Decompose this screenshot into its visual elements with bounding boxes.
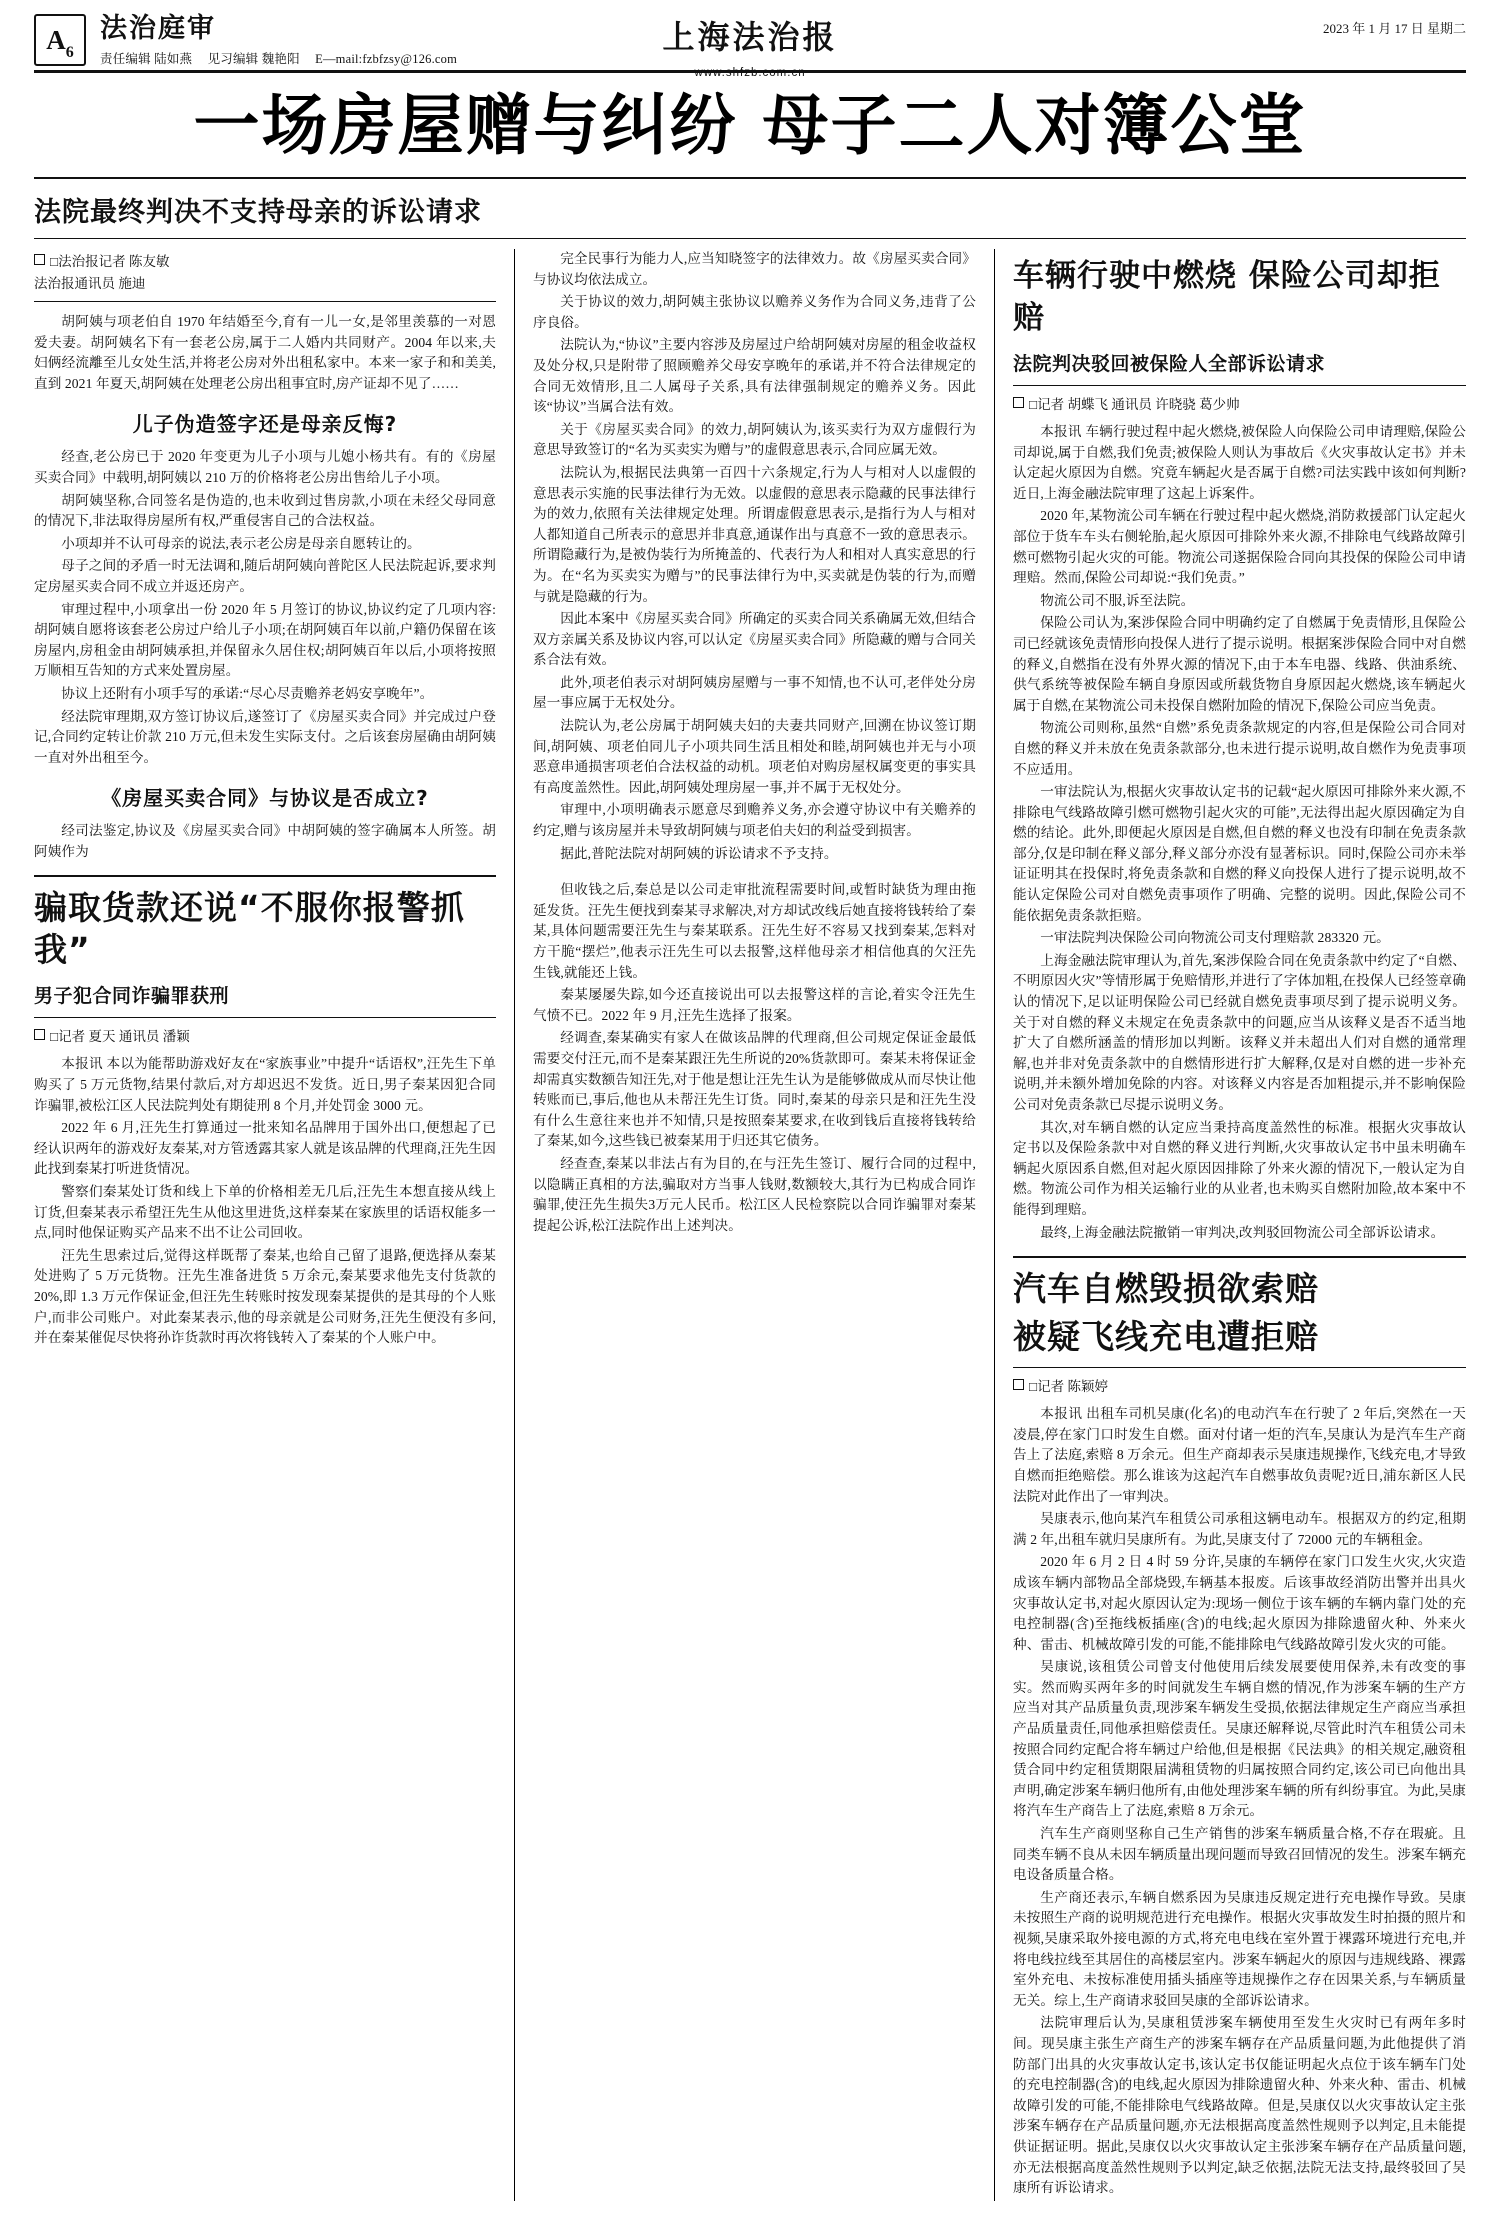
paragraph: 法院认为,根据民法典第一百四十六条规定,行为人与相对人以虚假的意思表示实施的民事法律行为无效。以虚假的意思表示隐藏的民事法律行为的效力,依照有关法律规定处理。所谓虚假意思表示,是指行为人与相对人都知道自己所表示的意思并非真意,通谋作出与真意不一致的意思表示。所谓隐藏行为,是被伪装行为所掩盖的、代表行为人和相对人真实意思的行为。在“名为买卖实为赠与”的民事法律行为中,买卖就是伪装的行为,而赠与就是隐藏的行为。 — [533, 464, 976, 604]
paragraph: 法院认为,老公房属于胡阿姨夫妇的夫妻共同财产,回溯在协议签订期间,胡阿姨、项老伯同儿子小项共同生活且相处和睦,胡阿姨也并无与小项恶意串通损害项老伯合法权益的动机。项老伯对购房屋权属变更的事实具有高度盖然性。因此,胡阿姨处理房屋一事,并不属于无权处分。 — [533, 718, 976, 795]
subhead-rule — [34, 238, 1466, 239]
article-2-title: 骗取货款还说“不服你报警抓我” — [34, 888, 465, 970]
byline-box-icon — [1013, 1379, 1024, 1390]
article-3-byline — [1013, 394, 1466, 416]
paragraph: 经查查,秦某以非法占有为目的,在与汪先生签订、履行合同的过程中,以隐瞒正真相的方法,骗取对方当事人钱财,数额较大,其行为已构成合同诈骗罪,使汪先生损失3万元人民币。松江区人民检察院以合同诈骗罪对秦某提起公诉,松江法院作出上述判决。 — [533, 1155, 976, 1233]
masthead — [34, 13, 1466, 79]
page-badge-number: 6 — [65, 44, 74, 61]
paragraph: 母子之间的矛盾一时无法调和,随后胡阿姨向普陀区人民法院起诉,要求判定房屋买卖合同不成立并返还房产。 — [34, 558, 496, 594]
paragraph: 保险公司认为,案涉保险合同中明确约定了自燃属于免责情形,且保险公司已经就该免责情形向投保人进行了提示说明。根据案涉保险合同中对自燃的释义,自燃指在没有外界火源的情况下,由于本车电器、线路、供油系统、供气系统等被保险车辆自身原因或所载货物自身原因起火燃烧,该车辆起火属于自燃,在某物流公司未投保自燃附加险的情况下,保险公司应当免责。 — [1013, 615, 1466, 713]
paragraph: 但收钱之后,秦总是以公司走审批流程需要时间,或暂时缺货为理由拖延发货。汪先生便找到秦某寻求解决,对方却试改线后她直接将钱转给了秦某,具体问题需要汪先生与秦某联系。汪先生好不容易又找到秦某,怎料对方干脆“摆烂”,他表示汪先生可以去报警,这样他母亲才相信他真的欠汪先生钱,就能还上钱。 — [533, 882, 976, 980]
paper-nameplate — [662, 12, 837, 79]
byline-correspondent: 法治报通讯员 施迪 — [34, 276, 146, 291]
paragraph: 吴康表示,他向某汽车租赁公司承租这辆电动车。根据双方的约定,租期满 2 年,出租车就归吴康所有。为此,吴康支付了 72000 元的车辆租金。 — [1013, 1511, 1466, 1547]
article-3-subtitle: 法院判决驳回被保险人全部诉讼请求 — [1013, 353, 1326, 375]
article-divider — [1013, 1256, 1466, 1258]
section-credits — [100, 49, 469, 67]
lead-headline-block — [34, 73, 1466, 239]
page-badge — [34, 14, 86, 66]
paper-name: 上海法治报 — [662, 18, 838, 56]
paragraph: 物流公司不服,诉至法院。 — [1040, 592, 1195, 608]
paragraph: 小项却并不认可母亲的说法,表示老公房是母亲自愿转让的。 — [61, 535, 421, 551]
paragraph: 完全民事行为能力人,应当知晓签字的法律效力。故《房屋买卖合同》与协议均依法成立。 — [533, 251, 976, 287]
paragraph: 协议上还附有小项手写的承诺:“尽心尽责赡养老妈安享晚年”。 — [61, 685, 434, 701]
column-3 — [994, 249, 1466, 2201]
paragraph: 据此,普陀法院对胡阿姨的诉讼请求不予支持。 — [560, 845, 838, 861]
lead-byline — [34, 251, 496, 295]
article-4-byline-text: □记者 陈颖婷 — [1029, 1379, 1109, 1395]
page-badge-letter: A — [46, 24, 66, 55]
credit-email: E—mail:fzbfzsy@126.com — [315, 52, 458, 66]
byline-rule — [34, 301, 496, 302]
article-2-subtitle: 男子犯合同诈骗罪获刑 — [34, 985, 230, 1008]
paragraph: 本报讯 本以为能帮助游戏好友在“家族事业”中提升“话语权”,汪先生下单购买了 5 万元货物,结果付款后,对方却迟迟不发货。近日,男子秦某因犯合同诈骗罪,被松江区人民法院判处有期徒刑 8 个月,并处罚金 3000 元。 — [34, 1056, 496, 1113]
article-3-byline-text: □记者 胡蝶飞 通讯员 许晓骁 葛少帅 — [1029, 397, 1240, 412]
paragraph: 本报讯 出租车司机吴康(化名)的电动汽车在行驶了 2 年后,突然在一天凌晨,停在家门口时发生自燃。面对付诸一炬的汽车,吴康认为是汽车生产商告上了法庭,索赔 8 万余元。但生产商却表示吴康违规操作,飞线充电,才导致自燃而拒绝赔偿。那么谁该为这起汽车自燃事故负责呢?近日,浦东新区人民法院对此作出了一审判决。 — [1013, 1406, 1466, 1504]
paragraph: 法院认为,“协议”主要内容涉及房屋过户给胡阿姨对房屋的租金收益权及处分权,只是附带了照顾赡养父母安享晚年的承诺,并不符合法律规定的合同无效情形,且二人属母子关系,具有法律强制规定的赡养义务。因此该“协议”当属合法有效。 — [533, 337, 976, 415]
paragraph: 汪先生思索过后,觉得这样既帮了秦某,也给自己留了退路,便选择从秦某处进购了 5 万元货物。汪先生准备进货 5 万余元,秦某要求他先支付货款的 20%,即 1.3 万元作保证金,但汪先生转账时按发现秦某提供的是其母的个人账户,而非公司账户。对此秦某表示,他的母亲就是公司财务,汪先生便没有多问,并在秦某催促尽快将孙诈货款时再次将钱转入了秦某的个人账户中。 — [34, 1247, 496, 1346]
paragraph: 法院审理后认为,吴康租赁涉案车辆使用至发生火灾时已有两年多时间。现吴康主张生产商生产的涉案车辆存在产品质量问题,为此他提供了消防部门出具的火灾事故认定书,该认定书仅能证明起火点位于该车辆车门处的充电控制器(含)的电线,起火原因为排除遗留火种、外来火种、雷击、机械故障引发的可能,不能排除电气线路故障。但是,吴康仅以火灾事故认定主张涉案车辆存在产品质量问题,亦无法根据高度盖然性规则予以判定,且未能提供证据证明。据此,吴康仅以火灾事故认定主张涉案车辆存在产品质量问题,亦无法根据高度盖然性规则予以判定,缺乏依据,法院无法支持,最终驳回了吴康所有诉讼请求。 — [1013, 2015, 1466, 2196]
article-2-byline-text: □记者 夏天 通讯员 潘颖 — [50, 1029, 190, 1045]
paragraph: 关于协议的效力,胡阿姨主张协议以赡养义务作为合同义务,违背了公序良俗。 — [533, 294, 976, 330]
article-2-rule — [34, 1017, 496, 1018]
column-2 — [514, 249, 994, 2201]
byline-box-icon — [34, 1029, 45, 1040]
paragraph: 关于《房屋买卖合同》的效力,胡阿姨认为,该买卖行为双方虚假行为意思导致签订的“名为买卖实为赠与”的虚假意思表示,合同应属无效。 — [533, 421, 976, 458]
article-3-rule — [1013, 385, 1466, 386]
paragraph: 本报讯 车辆行驶过程中起火燃烧,被保险人向保险公司申请理赔,保险公司却说,属于自燃,我们免责;被保险人则认为事故后《火灾事故认定书》并未认定起火原因为自燃。究竟车辆起火是否属于自燃?司法实践中该如何判断?近日,上海金融法院审理了这起上诉案件。 — [1013, 424, 1466, 501]
byline-reporter: □法治报记者 陈友敏 — [50, 254, 170, 269]
publication-date: 2023 年 1 月 17 日 星期二 — [1322, 21, 1466, 36]
article-2-byline — [34, 1026, 496, 1048]
section-block — [100, 14, 469, 67]
lead-paragraph: 胡阿姨与项老伯自 1970 年结婚至今,育有一儿一女,是邻里羡慕的一对恩爱夫妻。胡阿姨名下有一套老公房,属于二人婚内共同财产。2004 年以来,夫妇俩经流離至儿女处生活,并将老公房对外出租私家中。本来一家子和和美美,直到 2021 年夏天,胡阿姨在处理老公房出租事宜时,房产证却不见了…… — [34, 314, 496, 391]
column-1 — [34, 249, 514, 2201]
article-4-rule — [1013, 1367, 1466, 1368]
paragraph: 一审法院判决保险公司向物流公司支付理赔款 283320 元。 — [1040, 930, 1390, 946]
paragraph: 经法院审理期,双方签订协议后,遂签订了《房屋买卖合同》并完成过户登记,合同约定转让价款 210 万元,但未发生实际支付。之后该套房屋确由胡阿姨一直对外出租至今。 — [34, 708, 496, 765]
paragraph: 经司法鉴定,协议及《房屋买卖合同》中胡阿姨的签字确属本人所签。胡阿姨作为 — [34, 823, 496, 859]
paragraph: 经查,老公房已于 2020 年变更为儿子小项与儿媳小杨共有。有的《房屋买卖合同》中载明,胡阿姨以 210 万的价格将老公房出售给儿子小项。 — [34, 449, 496, 485]
paragraph: 审理中,小项明确表示愿意尽到赡养义务,亦会遵守协议中有关赡养的约定,赠与该房屋并未导致胡阿姨与项老伯夫妇的利益受到损害。 — [533, 802, 976, 839]
article-columns — [34, 249, 1466, 2201]
byline-box-icon — [34, 254, 45, 265]
paragraph: 此外,项老伯表示对胡阿姨房屋赠与一事不知情,也不认可,老伴处分房屋一事应属于无权处分。 — [533, 674, 976, 711]
article-4-byline — [1013, 1376, 1466, 1398]
headline-rule — [34, 177, 1466, 179]
article-3-title: 车辆行驶中燃烧 保险公司却拒赔 — [1013, 258, 1441, 336]
paragraph: 秦某屡屡失踪,如今还直接说出可以去报警这样的言论,着实令汪先生气愤不已。2022 年 9 月,汪先生选择了报案。 — [533, 987, 976, 1023]
paragraph: 2022 年 6 月,汪先生打算通过一批来知名品牌用于国外出口,便想起了已经认识两年的游戏好友秦某,对方管透露其家人就是该品牌的代理商,汪先生因此找到秦某打听进货情况。 — [34, 1120, 496, 1177]
paragraph: 生产商还表示,车辆自燃系因为吴康违反规定进行充电操作导致。吴康未按照生产商的说明规范进行充电操作。根据火灾事故发生时拍摄的照片和视频,吴康采取外接电源的方式,将充电电线在室外置于裸露环境进行充电,并将电线拉线至其居住的高楼层室内。涉案车辆起火的原因与违规线路、裸露室外充电、未按标准使用插头插座等违规操作之存在因果关系,与车辆质量无关。综上,生产商请求驳回吴康的全部诉讼请求。 — [1013, 1889, 1466, 2008]
article-4-title-line1: 汽车自燃毁损欲索赔 — [1013, 1269, 1319, 1309]
paragraph: 其次,对车辆自燃的认定应当秉持高度盖然性的标准。根据火灾事故认定书以及保险条款中对自燃的释义进行判断,火灾事故认定书中虽未明确车辆起火原因系自燃,但对起火原因因排除了外来火源的情况下,一般认定为自燃。物流公司作为相关运输行业的从业者,也未购买自燃附加险,故本案中不能得到理赔。 — [1013, 1119, 1466, 1217]
paragraph: 最终,上海金融法院撤销一审判决,改判驳回物流公司全部诉讼请求。 — [1040, 1224, 1445, 1240]
paragraph: 因此本案中《房屋买卖合同》所确定的买卖合同关系确属无效,但结合双方亲属关系及协议内容,可以认定《房屋买卖合同》所隐藏的赠与合同关系合法有效。 — [533, 611, 976, 668]
credit-trainee-editor: 见习编辑 魏艳阳 — [207, 52, 300, 66]
paragraph: 吴康说,该租赁公司曾支付他使用后续发展要使用保养,未有改变的事实。然而购买两年多的时间就发生车辆自燃的情况,作为涉案车辆的生产方应当对其产品质量负责,现涉案车辆发生受损,依据法律规定生产商应当承担产品质量责任,同他承担赔偿责任。吴康还解释说,尽管此时汽车租赁公司未按照合同约定配合将车辆过户给他,但是根据《民法典》的相关规定,融资租赁合同中约定租赁期限届满租赁物的归属按照合同约定,该公司已向他出具声明,确定涉案车辆归他所有,由他处理涉案车辆的所有纠纷事宜。为此,吴康将汽车生产商告上了法庭,索赔 8 万余元。 — [1013, 1659, 1466, 1819]
paragraph: 物流公司则称,虽然“自燃”系免责条款规定的内容,但是保险公司合同对自燃的释义并未放在免责条款部分,也未进行提示说明,故自燃作为免责事项不应适用。 — [1013, 720, 1466, 777]
paragraph: 胡阿姨坚称,合同签名是伪造的,也未收到过售房款,小项在未经父母同意的情况下,非法取得房屋所有权,严重侵害自己的合法权益。 — [34, 492, 496, 529]
paragraph: 经调查,秦某确实有家人在做该品牌的代理商,但公司规定保证金最低需要交付汪元,而不是秦某跟汪先生所说的20%货款即可。秦某未将保证金却需真实数额告知汪先,对于他是想让汪先生认为是能够做成从而尽快让他转账而已,事后,他也从未帮汪先生订货。同时,秦某的母亲只是和汪先生没有什么生意往来也并不知情,只是按照秦某要求,在收到钱后直接将钱转给了秦某,如今,这些钱已被秦某用于归还其它债务。 — [533, 1030, 976, 1149]
page-title: 一场房屋赠与纠纷 母子二人对簿公堂 — [193, 87, 1307, 164]
paragraph: 2020 年 6 月 2 日 4 时 59 分许,吴康的车辆停在家门口发生火灾,火灾造成该车辆内部物品全部烧毁,车辆基本报废。后该事故经消防出警并出具火灾事故认定书,对起火原因认定为:现场一侧位于该车辆的车辆内靠门处的充电控制器(含)至拖线板插座(含)的电线;起火原因为排除遗留火种、外来火种、雷击、机械故障引发的可能,不能排除电气线路故障引发火灾的可能。 — [1013, 1554, 1466, 1652]
article-4-title-line2: 被疑飞线充电遭拒赔 — [1013, 1317, 1319, 1357]
lead-subhead: 法院最终判决不支持母亲的诉讼请求 — [34, 197, 482, 228]
paragraph: 警察们秦某处订货和线上下单的价格相差无几后,汪先生本想直接从线上订货,但秦某表示希望汪先生从他这里进货,这样秦某在家族里的话语权能多一点,同时他保证购买产品来不出不让公司回收。 — [34, 1184, 496, 1241]
paper-url[interactable]: www.shfzb.com.cn — [694, 67, 806, 79]
spacer — [533, 866, 976, 880]
paragraph: 审理过程中,小项拿出一份 2020 年 5 月签订的协议,协议约定了几项内容:胡阿姨自愿将该套老公房过户给儿子小项;在胡阿姨百年以前,户籍仍保留在该房屋内,房租金由胡阿姨承担,并保留永久居住权;胡阿姨百年以后,小项将按照万顺相互告知的方式来处置房屋。 — [34, 601, 496, 679]
paragraph: 一审法院认为,根据火灾事故认定书的记载“起火原因可排除外来火源,不排除电气线路故障引燃可燃物引起火灾的可能”,无法得出起火原因确定为自燃的结论。此外,即便起火原因是自燃,但自燃的释义也没有印制在免责条款部分,仅是印制在释义部分,释义部分亦没有显著标识。同时,保险公司亦未举证证明其在投保时,将免责条款和自燃的释义向投保人进行了提示说明,故不能认定保险公司对自燃免责事项作了明确、完整的说明。因此,保险公司不能依据免责条款拒赔。 — [1013, 784, 1466, 923]
paragraph: 上海金融法院审理认为,首先,案涉保险合同在免责条款中约定了“自燃、不明原因火灾”等情形属于免赔情形,并进行了字体加粗,在投保人已经签章确认的情况下,足以证明保险公司已经就自燃免责事项尽到了提示说明义务。关于对自燃的释义未规定在免责条款中的问题,应当从该释义是否不适当地扩大了自燃所涵盖的情形加以判断。该释义并未超出人们对自燃的通常理解,也并非对免责条款中的自燃情形进行扩大解释,仅是对自燃的进一步补充说明,并未额外增加免除的内容。对该释义内容是否加粗提示,并不影响保险公司对免责条款已尽提示说明义务。 — [1013, 952, 1466, 1112]
lead-section-head-2: 《房屋买卖合同》与协议是否成立? — [101, 786, 429, 811]
byline-box-icon — [1013, 397, 1024, 408]
paragraph: 汽车生产商则坚称自己生产销售的涉案车辆质量合格,不存在瑕疵。且同类车辆不良从未因车辆质量出现问题而导致召回情况的发生。涉案车辆充电设备质量合格。 — [1013, 1826, 1466, 1883]
lead-section-head-1: 儿子伪造签字还是母亲反悔? — [132, 412, 398, 437]
paragraph: 2020 年,某物流公司车辆在行驶过程中起火燃烧,消防救援部门认定起火部位于货车车头右侧轮胎,起火原因可排除外来火源,不排除电气线路故障引燃可燃物引起火灾的可能。物流公司遂据保险合同向其投保的保险公司申请理赔。然而,保险公司却说:“我们免责。” — [1013, 508, 1466, 586]
article-divider — [34, 875, 496, 877]
credit-editor: 责任编辑 陆如燕 — [100, 52, 193, 66]
section-title: 法治庭审 — [100, 13, 216, 44]
